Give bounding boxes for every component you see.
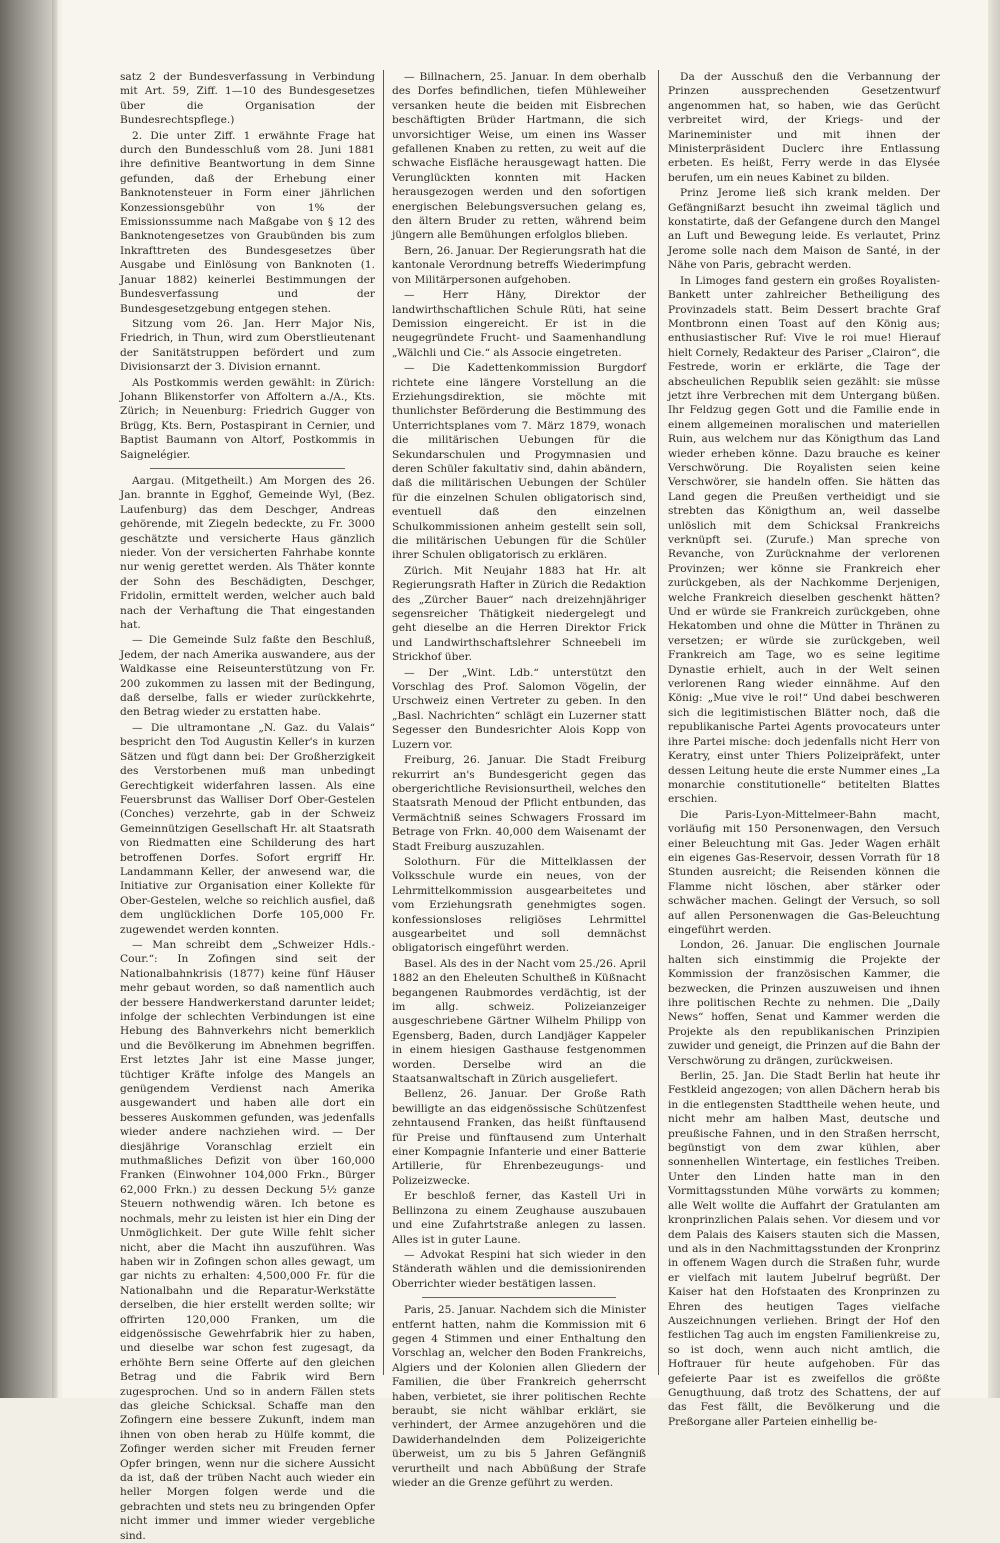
article-paragraph: Berlin, 25. Jan. Die Stadt Berlin hat heute ihr Festkleid angezogen; von allen Dächern herab bis in die entlegensten Stadttheile wehen heute, und nicht mehr am halben Mast, deutsche und preußische Fahnen, und in den Straßen herrscht, begünstigt von dem zwar kühlen, aber sonnenhellen Wintertage, ein festliches Treiben. Unter den Linden hatte man in den Vormittagsstunden Mühe vorwärts zu kommen; alle Welt wollte die Auffahrt der Gratulanten am kronprinzlichen Palais sehen. Vor diesem und vor dem Palais des Kaisers stauten sich die Massen, und als in den Nachmittagsstunden der Kronprinz in offenem Wagen durch die Straßen fuhr, wurde er vielfach mit lautem Jubelruf begrüßt. Der Kaiser hat den Hofstaaten des Kronprinzen zu Ehren des heutigen Tages vielfache Auszeichnungen verliehen. Bringt der Hof den festlichen Tag auch im engsten Familienkreise zu, so ist doch, wenn auch nicht amtlich, die Hoftrauer für heute aufgehoben. Für das gefeierte Paar ist es zweifellos die größte Genugthuung, daß trotz des Schattens, der auf das Fest fällt, die Bevölkerung und die Preßorgane aller Parteien einhellig be- — [668, 1070, 940, 1428]
article-paragraph: Bern, 26. Januar. Der Regierungsrath hat die kantonale Verordnung betreffs Wiederimpfung von Militärpersonen aufgehoben. — [392, 244, 646, 286]
article-paragraph: Prinz Jerome ließ sich krank melden. Der Gefängnißarzt besucht ihn zweimal täglich und konstatirte, daß der Gefangene durch den Mangel an Luft und Bewegung leide. Es verlautet, Prinz Jerome solle nach dem Maison de Santé, in der Nähe von Paris, gebracht werden. — [668, 187, 940, 272]
book-spine — [0, 0, 58, 1398]
article-paragraph: — Die Kadettenkommission Burgdorf richtete eine längere Vorstellung an die Erziehungsdirektion, sie möchte mit thunlichster Beförderung die Bestimmung des Unterrichtsplanes vom 7. März 1879, wonach die militärischen Uebungen für die Sekundarschulen und Progymnasien und deren Schüler fakultativ sind, dahin abändern, daß die militärischen Uebungen der Schüler für die einzelnen Schulen obligatorisch sind, eventuell daß den einzelnen Schulkommissionen anheim gestellt sein soll, die militärischen Uebungen für die Schüler ihrer Schulen obligatorisch zu erklären. — [392, 362, 646, 562]
column-3 — [668, 70, 940, 1428]
article-paragraph: — Billnachern, 25. Januar. In dem oberhalb des Dorfes befindlichen, tiefen Mühleweiher versanken heute die beiden mit Eisbrechen beschäftigten Brüder Hartmann, die sich unvorsichtiger Weise, um einen ins Wasser gefallenen Knaben zu retten, zu weit auf die schwache Eisfläche herausgewagt hatten. Die Verunglückten konnten mit Hacken herausgezogen werden und den sofortigen energischen Belebungsversuchen gelang es, den ältern Bruder zu retten, während beim jüngern alle Bemühungen erfolglos blieben. — [392, 71, 646, 242]
article-paragraph: — Advokat Respini hat sich wieder in den Ständerath wählen und die demissionirenden Oberrichter wieder bestätigen lassen. — [392, 1248, 646, 1290]
column-1 — [120, 70, 375, 1542]
article-paragraph: — Der „Wint. Ldb.“ unterstützt den Vorschlag des Prof. Salomon Vögelin, der Urschweiz einen Vertreter zu geben. In den „Basl. Nachrichten“ schlägt ein Luzerner statt Segesser den Bundesrichter Alois Kopp von Luzern vor. — [392, 666, 646, 751]
article-paragraph: Freiburg, 26. Januar. Die Stadt Freiburg rekurrirt an's Bundesgericht gegen das obergerichtliche Revisionsurtheil, welches den Staatsrath Menoud der Pflicht entbunden, das Vermächtniß seines Schwagers Frossard im Betrage von Frkn. 40,000 dem Waisenamt der Stadt Freiburg auszuzahlen. — [392, 754, 646, 853]
column-2 — [392, 70, 646, 1489]
article-paragraph: Die Paris-Lyon-Mittelmeer-Bahn macht, vorläufig mit 150 Personenwagen, den Versuch einer Beleuchtung mit Gas. Jeder Wagen erhält ein eigenes Gas-Reservoir, dessen Vorrath für 18 Stunden ausreicht; die Reisenden können die Flamme nicht löschen, aber stärker oder schwächer machen. Gelingt der Versuch, so soll auf allen Personenwagen die Gas-Beleuchtung eingeführt werden. — [668, 808, 940, 936]
article-paragraph: Da der Ausschuß den die Verbannung der Prinzen aussprechenden Gesetzentwurf angenommen hat, so haben, wie das Gerücht verbreitet wird, der Kriegs- und der Marineminister und mit ihnen der Ministerpräsident Duclerc ihre Entlassung erbeten. Es heißt, Ferry werde in das Elysée berufen, um ein neues Kabinet zu bilden. — [668, 71, 940, 184]
section-separator — [150, 468, 345, 469]
article-paragraph: — Die ultramontane „N. Gaz. du Valais“ bespricht den Tod Augustin Keller's in kurzen Sätzen und fügt dann bei: Der Großherzigkeit des Verstorbenen muß man unbedingt Gerechtigkeit widerfahren lassen. Als eine Feuersbrunst das Walliser Dorf Ober-Gestelen (Conches) verzehrte, gab in der Schweiz Gemeinnützigen Gesellschaft Hr. alt Staatsrath von Riedmatten eine Schilderung des hart betroffenen Dorfes. Sofort ergriff Hr. Landammann Keller, der anwesend war, die Initiative zur Organisation einer Kollekte für Ober-Gestelen, welche so reichlich ausfiel, daß dem unglücklichen Dorfe 105,000 Fr. zugewendet werden konnten. — [120, 721, 375, 936]
article-paragraph: — Man schreibt dem „Schweizer Hdls.-Cour.“: In Zofingen sind seit der Nationalbahnkrisis (1877) keine fünf Häuser mehr gebaut worden, so daß namentlich auch der bessere Handwerkerstand darunter leidet; infolge der schlechten Verbindungen ist eine Hebung des Bahnverkehrs nicht bemerklich und die Bevölkerung im Abnehmen begriffen. Erst letztes Jahr ist eine Masse junger, tüchtiger Kräfte infolge des Mangels an genügendem Verdienst nach Amerika ausgewandert und haben alle dort ein besseres Auskommen gefunden, was jedenfalls wieder andere nachziehen wird. — Der diesjährige Voranschlag erzielt ein muthmaßliches Defizit von über 160,000 Franken (Einwohner 104,000 Frkn., Bürger 62,000 Frkn.) zu dessen Deckung 5½ ganze Steuern nothwendig wären. Ich betone es nochmals, mehr zu leisten ist hier ein Ding der Unmöglichkeit. Der gute Wille fehlt sicher nicht, aber die Macht ihn auszuführen. Was haben wir in Zofingen schon alles gewagt, um gar nichts zu erhalten: 4,500,000 Fr. für die Nationalbahn und die Reparatur-Werkstätte derselben, die hier erstellt werden sollte; wir offrirten 120,000 Franken, um die eidgenössische Gewehrfabrik hier zu haben, und dieselbe war schon fest zugesagt, da erhöhte Bern seine Offerte auf den gleichen Betrag und die Fabrik wird Bern zugesprochen. Und so in andern Fällen stets das gleiche Schicksal. Schaffe man den Zofingern eine bessere Zukunft, indem man ihnen von oben herab zu Hülfe kommt, die Zofinger werden sicher mit Freuden ferner Opfer bringen, wenn nur die sichere Aussicht da ist, daß der trüben Nacht auch wieder ein heller Morgen folgen werde und die gebrachten und stets neu zu bringenden Opfer nicht immer und immer wieder vergebliche sind. — [120, 938, 375, 1542]
article-paragraph: — Die Gemeinde Sulz faßte den Beschluß, Jedem, der nach Amerika auswandere, aus der Waldkasse eine Reiseunterstützung von Fr. 200 zukommen zu lassen mit der Bedingung, daß derselbe, falls er wieder zurückkehrte, den Betrag wieder zu erstatten habe. — [120, 634, 375, 719]
column-rule — [658, 70, 659, 1375]
article-paragraph: satz 2 der Bundesverfassung in Verbindung mit Art. 59, Ziff. 1—10 des Bundesgesetzes über die Organisation der Bundesrechtspflege.) — [120, 71, 375, 127]
article-paragraph: Sitzung vom 26. Jan. Herr Major Nis, Friedrich, in Thun, wird zum Oberstlieutenant der Sanitätstruppen befördert und zum Divisionsarzt der 3. Division ernannt. — [120, 317, 375, 374]
article-paragraph: Paris, 25. Januar. Nachdem sich die Minister entfernt hatten, nahm die Kommission mit 6 gegen 4 Stimmen und einer Enthaltung den Vorschlag an, welcher den Boden Frankreichs, Algiers und der Kolonien allen Gliedern der Familien, die über Frankreich geherrscht haben, verbietet, sie ihrer politischen Rechte beraubt, sie nicht wählbar erklärt, sie verhindert, der Armee anzugehören und die Dawiderhandelnden dem Polizeigerichte überweist, um zu bis 5 Jahren Gefängniß verurtheilt und nach Abbüßung der Strafe wieder an die Grenze geführt zu werden. — [392, 1304, 646, 1489]
column-rule — [383, 70, 384, 1375]
article-paragraph: Bellenz, 26. Januar. Der Große Rath bewilligte an das eidgenössische Schützenfest zehntausend Franken, das heißt fünftausend für Preise und fünftausend zum Unterhalt einer Kompagnie Infanterie und einer Batterie Artillerie, für Ehrenbezeugungs- und Polizeizwecke. — [392, 1088, 646, 1187]
article-paragraph: Aargau. (Mitgetheilt.) Am Morgen des 26. Jan. brannte in Egghof, Gemeinde Wyl, (Bez. Laufenburg) das dem Deschger, Andreas gehörende, mit Ziegeln bedeckte, zu Fr. 3000 geschätzte und versicherte Haus gänzlich nieder. Von der versicherten Fahrhabe konnte nur wenig gerettet werden. Als Thäter konnte der Sohn des Beschädigten, Deschger, Fridolin, ermittelt werden, welcher auch bald nach der Verhaftung die That eingestanden hat. — [120, 474, 375, 632]
article-paragraph: Als Postkommis werden gewählt: in Zürich: Johann Blikenstorfer von Affoltern a./A., Kts. Zürich; in Neuenburg: Friedrich Gugger von Brügg, Kts. Bern, Postaspirant in Cernier, und Baptist Baumann von Altorf, Postkommis in Saignelégier. — [120, 376, 375, 461]
article-paragraph: Zürich. Mit Neujahr 1883 hat Hr. alt Regierungsrath Hafter in Zürich die Redaktion des „Zürcher Bauer“ nach dreizehnjähriger segensreicher Thätigkeit niedergelegt und geht dieselbe an die Herren Direktor Frick und Landwirthschaftslehrer Schneebeli im Strickhof über. — [392, 564, 646, 664]
article-paragraph: Er beschloß ferner, das Kastell Uri in Bellinzona zu einem Zeughause auszubauen und eine Zufahrtstraße anlegen zu lassen. Alles ist in guter Laune. — [392, 1190, 646, 1246]
article-paragraph: London, 26. Januar. Die englischen Journale halten sich einstimmig die Projekte der Kommission der französischen Kammer, die bezwecken, die Prinzen auszuweisen und ihnen ihre politischen Rechte zu nehmen. Die „Daily News“ hoffen, Senat und Kammer werden die Projekte als den republikanischen Prinzipien zuwider und geneigt, die Prinzen auf die Bahn der Verschwörung zu drängen, zurückweisen. — [668, 939, 940, 1067]
article-paragraph: In Limoges fand gestern ein großes Royalisten-Bankett unter zahlreicher Betheiligung des Provinzadels statt. Beim Dessert brachte Graf Montbronn einen Toast auf den König aus; enthusiastischer Ruf: Vive le roi mue! Hierauf hielt Cornely, Redakteur des Pariser „Clairon“, die Festrede, worin er erklärte, die Tage der abscheulichen Republik seien gezählt: sie müsse jetzt ihre Verbrechen mit dem Untergang büßen. Ihr Feldzug gegen Gott und die Familie ende in einem allgemeinen moralischen und materiellen Ruin, aus welchem nur das Königthum das Land wieder erheben könne. Dazu brauche es keiner Verschwörung. Die Royalisten seien keine Verschwörer, sie handeln offen. Sie hätten das Land gegen die Preußen vertheidigt und sie strebten das Königthum an, weil dasselbe unlöslich mit dem Schicksal Frankreichs verknüpft sei. (Zurufe.) Man spreche von Revanche, von Zurücknahme der verlorenen Provinzen; wer könne sie Frankreich eher zurückgeben, als der Nachkomme Derjenigen, welche Frankreich dieselben geschenkt hätten? Und er würde sie Frankreich zurückgeben, ohne Hekatomben und ohne die Mütter in Thränen zu versetzen; er würde sie zurückgeben, weil Frankreich am Tage, wo es seine legitime Dynastie erhielt, auch in der Welt seinen verlorenen Rang wieder einnähme. Auf den König: „Mue vive le roi!“ Und dabei beschweren sich die legitimistischen Blätter noch, daß die republikanische Partei Agents provocateurs unter ihre Partei mische: doch jedenfalls nicht Herr von Keratry, einst unter Thiers Polizeipräfekt, unter dessen Leitung heute die erste Nummer eines „La monarchie constitutionelle“ betitelten Blattes erschien. — [668, 274, 940, 806]
article-paragraph: — Herr Häny, Direktor der landwirthschaftlichen Schule Rüti, hat seine Demission eingereicht. Er ist in die neugegründete Frucht- und Saamenhandlung „Wälchli und Cie.“ als Associe eingetreten. — [392, 289, 646, 359]
article-paragraph: Basel. Als des in der Nacht vom 25./26. April 1882 an den Eheleuten Schultheß in Küßnacht begangenen Raubmordes verdächtig, ist der im allg. schweiz. Polizeianzeiger ausgeschriebene Gärtner Wilhelm Philipp von Egensberg, Baden, durch Landjäger Kappeler in einem hiesigen Gasthause festgenommen worden. Derselbe wird an die Staatsanwaltschaft in Zürich ausgeliefert. — [392, 957, 646, 1086]
article-paragraph: 2. Die unter Ziff. 1 erwähnte Frage hat durch den Bundesschluß vom 28. Juni 1881 ihre definitive Beantwortung in dem Sinne gefunden, daß der Erhebung einer Banknotensteuer in Form einer jährlichen Konzessionsgebühr von 1% der Emissionssumme nach Maßgabe von § 12 des Banknotengesetzes von Graubünden bis zum Inkrafttreten des Bundesgesetzes über Ausgabe und Einlösung von Banknoten (1. Januar 1882) keinerlei Bestimmungen der Bundesverfassung und der Bundesgesetzgebung entgegen stehen. — [120, 129, 375, 315]
section-separator — [422, 1297, 616, 1298]
article-paragraph: Solothurn. Für die Mittelklassen der Volksschule wurde ein neues, von der Lehrmittelkommission ausgearbeitetes und vom Erziehungsrath genehmigtes sogen. konfessionsloses religiöses Lehrmittel ausgearbeitet und soll demnächst obligatorisch eingeführt werden. — [392, 855, 646, 955]
page-edge — [988, 0, 1000, 1398]
